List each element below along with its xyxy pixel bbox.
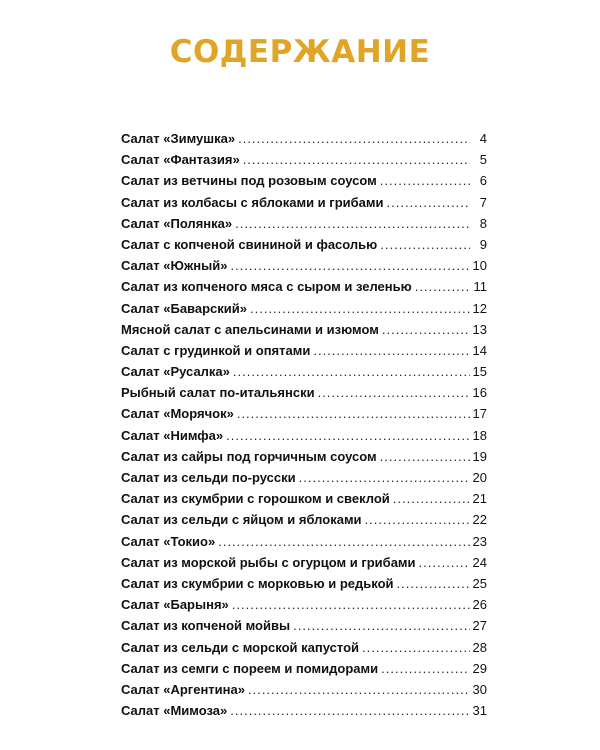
dot-leader (235, 213, 470, 234)
toc-entry[interactable] (121, 594, 487, 615)
toc-entry-title: Салат «Аргентина» (121, 681, 245, 697)
toc-entry-page: 15 (472, 364, 487, 380)
dot-leader (299, 467, 470, 488)
toc-entry-page: 16 (472, 385, 487, 401)
toc-entry[interactable] (121, 700, 487, 721)
table-of-contents (121, 128, 487, 721)
toc-entry-title: Салат из колбасы с яблоками и грибами (121, 194, 384, 210)
toc-entry-title: Мясной салат с апельсинами и изюмом (121, 321, 379, 337)
toc-entry[interactable] (121, 637, 487, 658)
toc-entry-page: 24 (472, 554, 487, 570)
dot-leader (380, 446, 470, 467)
dot-leader (382, 319, 470, 340)
toc-entry-title: Салат «Токио» (121, 533, 216, 549)
dot-leader (380, 234, 470, 255)
toc-entry-page: 23 (472, 533, 487, 549)
toc-entry[interactable] (121, 425, 487, 446)
toc-entry-title: Салат «Русалка» (121, 364, 230, 380)
dot-leader (226, 425, 469, 446)
toc-entry-page: 13 (472, 321, 487, 337)
toc-entry-title: Салат из скумбрии с морковью и редькой (121, 575, 394, 591)
dot-leader (230, 255, 469, 276)
toc-entry-title: Салат «Зимушка» (121, 131, 236, 146)
toc-entry-title: Салат из семги с пореем и помидорами (121, 660, 379, 676)
toc-entry[interactable] (121, 149, 487, 170)
toc-entry-title: Салат из сельди с яйцом и яблоками (121, 512, 362, 528)
toc-entry[interactable] (121, 213, 487, 234)
dot-leader (230, 700, 469, 721)
toc-entry-title: Салат из морской рыбы с огурцом и грибами (121, 554, 416, 570)
toc-entry-title: Салат из копченого мяса с сыром и зеленью (121, 279, 412, 295)
toc-entry-page: 26 (472, 597, 487, 613)
toc-entry-page: 17 (472, 406, 487, 422)
dot-leader (419, 552, 470, 573)
toc-entry-title: Салат «Полянка» (121, 215, 233, 231)
dot-leader (243, 149, 470, 170)
toc-entry-page: 30 (472, 681, 487, 697)
toc-entry[interactable] (121, 488, 487, 509)
dot-leader (293, 615, 469, 636)
toc-entry-page: 31 (472, 703, 487, 719)
toc-entry[interactable] (121, 403, 487, 424)
dot-leader (318, 382, 470, 403)
toc-entry-title: Салат «Фантазия» (121, 152, 240, 168)
toc-entry-page: 12 (472, 300, 487, 316)
toc-entry-title: Салат из сельди по-русски (121, 470, 296, 485)
toc-entry[interactable] (121, 319, 487, 340)
dot-leader (250, 298, 470, 319)
toc-entry-title: Салат «Морячок» (121, 406, 234, 422)
toc-entry[interactable] (121, 128, 487, 149)
toc-entry-page: 4 (479, 131, 487, 146)
toc-entry-page: 22 (472, 512, 487, 528)
toc-entry-page: 6 (479, 173, 487, 189)
toc-entry[interactable] (121, 298, 487, 319)
toc-entry[interactable] (121, 340, 487, 361)
dot-leader (380, 170, 470, 191)
toc-entry-page: 14 (472, 342, 487, 358)
toc-entry[interactable] (121, 573, 487, 594)
toc-entry-page: 8 (479, 215, 487, 231)
toc-entry[interactable] (121, 658, 487, 679)
dot-leader (218, 531, 469, 552)
toc-entry-page: 27 (472, 618, 487, 634)
toc-entry-title: Салат с копченой свининой и фасолью (121, 236, 378, 252)
toc-entry-title: Салат из скумбрии с горошком и свеклой (121, 491, 390, 507)
toc-entry-title: Салат «Мимоза» (121, 703, 228, 719)
dot-leader (381, 658, 469, 679)
toc-entry-page: 18 (472, 427, 487, 443)
toc-entry-page: 20 (472, 470, 487, 485)
toc-entry-page: 10 (472, 258, 487, 274)
toc-entry-title: Салат с грудинкой и опятами (121, 342, 311, 358)
toc-entry-title: Салат из копченой мойвы (121, 618, 291, 634)
toc-entry-page: 7 (479, 194, 487, 210)
toc-entry-title: Салат «Баварский» (121, 300, 247, 316)
toc-entry-page: 11 (473, 279, 487, 295)
toc-entry-page: 28 (472, 639, 487, 655)
toc-entry-title: Салат из сельди с морской капустой (121, 639, 360, 655)
toc-entry-page: 29 (472, 660, 487, 676)
dot-leader (387, 192, 471, 213)
toc-entry[interactable] (121, 679, 487, 700)
toc-entry[interactable] (121, 552, 487, 573)
toc-entry-title: Салат «Барыня» (121, 597, 229, 613)
toc-entry[interactable] (121, 446, 487, 467)
toc-entry[interactable] (121, 361, 487, 382)
toc-entry[interactable] (121, 467, 487, 488)
toc-entry-title: Рыбный салат по-итальянски (121, 385, 315, 401)
dot-leader (248, 679, 470, 700)
dot-leader (415, 276, 470, 297)
toc-entry[interactable] (121, 509, 487, 530)
page-title: СОДЕРЖАНИЕ (169, 34, 431, 70)
dot-leader (313, 340, 469, 361)
toc-entry[interactable] (121, 382, 487, 403)
toc-entry-page: 19 (472, 448, 487, 464)
dot-leader (397, 573, 470, 594)
toc-entry-title: Салат «Южный» (121, 258, 228, 274)
toc-entry[interactable] (121, 192, 487, 213)
dot-leader (232, 594, 470, 615)
toc-entry-title: Салат из ветчины под розовым соусом (121, 173, 377, 189)
toc-entry-title: Салат «Нимфа» (121, 427, 224, 443)
toc-entry[interactable] (121, 615, 487, 636)
dot-leader (233, 361, 470, 382)
dot-leader (238, 128, 470, 149)
toc-entry-page: 25 (472, 575, 487, 591)
toc-entry[interactable] (121, 170, 487, 191)
toc-entry[interactable] (121, 276, 487, 297)
toc-entry[interactable] (121, 234, 487, 255)
toc-entry-page: 9 (479, 236, 487, 252)
toc-entry-page: 5 (479, 152, 487, 168)
dot-leader (362, 637, 470, 658)
toc-entry[interactable] (121, 255, 487, 276)
dot-leader (393, 488, 470, 509)
dot-leader (365, 509, 470, 530)
toc-entry[interactable] (121, 531, 487, 552)
dot-leader (237, 403, 470, 424)
toc-entry-title: Салат из сайры под горчичным соусом (121, 448, 377, 464)
toc-entry-page: 21 (472, 491, 487, 507)
